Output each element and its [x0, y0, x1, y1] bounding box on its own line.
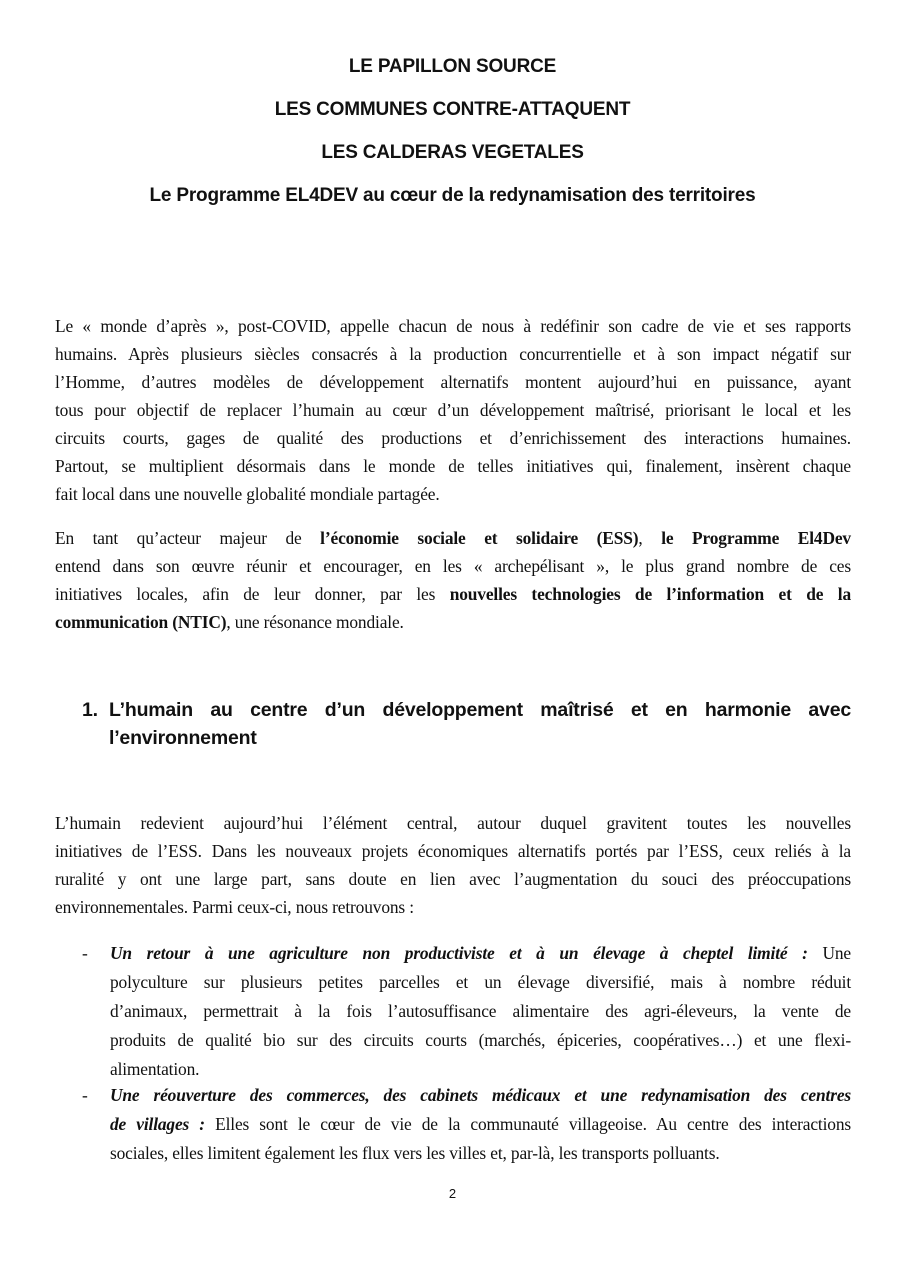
- bullet-heading-cont: de villages :: [110, 1114, 205, 1134]
- text-run: Une: [807, 943, 851, 963]
- text-line: [82, 939, 851, 968]
- text-line: initiatives de l’ESS. Dans les nouveaux projets économiques alternatifs portés par l’ESS, ceux reliés à la: [55, 841, 851, 861]
- heading-line: l’environnement: [109, 727, 257, 749]
- text-line: [82, 1110, 851, 1139]
- text-line: circuits courts, gages de qualité des productions et d’enrichissement des interactions humaines.: [55, 428, 851, 448]
- list-item: [82, 939, 851, 1084]
- document-subtitle: LES COMMUNES CONTRE-ATTAQUENT: [274, 99, 631, 120]
- bullet-dash: -: [82, 943, 88, 963]
- text-line: [82, 1081, 851, 1110]
- text-line: [55, 524, 851, 552]
- bullet-heading: Un retour à une agriculture non productiviste et à un élevage à cheptel limité :: [110, 943, 808, 963]
- intro-paragraph-1: [55, 312, 851, 508]
- document-subtitle-2: LES CALDERAS VEGETALES: [321, 142, 584, 163]
- text-line: environnementales. Parmi ceux-ci, nous retrouvons :: [55, 897, 414, 917]
- text-run: ,: [638, 528, 662, 548]
- list-item: [82, 1081, 851, 1168]
- section-number: 1.: [82, 699, 98, 721]
- text-line: sociales, elles limitent également les flux vers les villes et, par-là, les transports polluants.: [110, 1143, 720, 1163]
- text-line: fait local dans une nouvelle globalité mondiale partagée.: [55, 484, 440, 504]
- text-run: En tant qu’acteur majeur de: [55, 528, 321, 548]
- text-line: [55, 580, 851, 608]
- text-line: d’animaux, permettrait à la fois l’autosuffisance alimentaire des agri-éleveurs, la vente de: [110, 1001, 851, 1021]
- document-title: LE PAPILLON SOURCE: [348, 56, 557, 77]
- intro-paragraph-2: [55, 524, 851, 636]
- section-heading: [82, 696, 851, 752]
- text-line: l’Homme, d’autres modèles de développement alternatifs montent aujourd’hui en puissance, ayant: [55, 372, 851, 392]
- text-line: produits de qualité bio sur des circuits courts (marchés, épiceries, coopératives…) et une flexi-: [110, 1030, 851, 1050]
- emphasis-ntic: nouvelles technologies de l’information et de la: [449, 584, 852, 604]
- emphasis-ess: l’économie sociale et solidaire (ESS): [320, 528, 639, 548]
- text-run: initiatives locales, afin de leur donner, par les: [55, 584, 450, 604]
- document-tagline: Le Programme EL4DEV au cœur de la redynamisation des territoires: [149, 185, 756, 206]
- text-line: alimentation.: [110, 1059, 200, 1079]
- text-line: polyculture sur plusieurs petites parcelles et un élevage diversifié, mais à nombre réduit: [110, 972, 851, 992]
- bullet-dash: -: [82, 1085, 88, 1105]
- emphasis-programme: le Programme El4Dev: [661, 528, 851, 548]
- text-run: Elles sont le cœur de vie de la communauté villageoise. Au centre des interactions: [204, 1114, 851, 1134]
- text-run: , une résonance mondiale.: [226, 612, 404, 632]
- bullet-heading: Une réouverture des commerces, des cabinets médicaux et une redynamisation des centres: [110, 1085, 851, 1105]
- text-line: Le « monde d’après », post-COVID, appelle chacun de nous à redéfinir son cadre de vie et ses rapports: [55, 316, 851, 336]
- text-line: [55, 608, 851, 636]
- section-paragraph: [55, 809, 851, 921]
- text-line: ruralité y ont une large part, sans doute en lien avec l’augmentation du souci des préoccupations: [55, 869, 851, 889]
- text-line: entend dans son œuvre réunir et encourager, en les « archepélisant », le plus grand nombre de ces: [55, 556, 851, 576]
- page-number: 2: [448, 1186, 457, 1201]
- text-line: humains. Après plusieurs siècles consacrés à la production concurrentielle et à son impact négatif sur: [55, 344, 851, 364]
- text-line: tous pour objectif de replacer l’humain au cœur d’un développement maîtrisé, priorisant le local et les: [55, 400, 851, 420]
- text-line: L’humain redevient aujourd’hui l’élément central, autour duquel gravitent toutes les nouvelles: [55, 813, 851, 833]
- emphasis-ntic-2: communication (NTIC): [55, 612, 227, 632]
- heading-line: L’humain au centre d’un développement maîtrisé et en harmonie avec: [109, 699, 851, 721]
- text-line: Partout, se multiplient désormais dans le monde de telles initiatives qui, finalement, insèrent chaque: [55, 456, 851, 476]
